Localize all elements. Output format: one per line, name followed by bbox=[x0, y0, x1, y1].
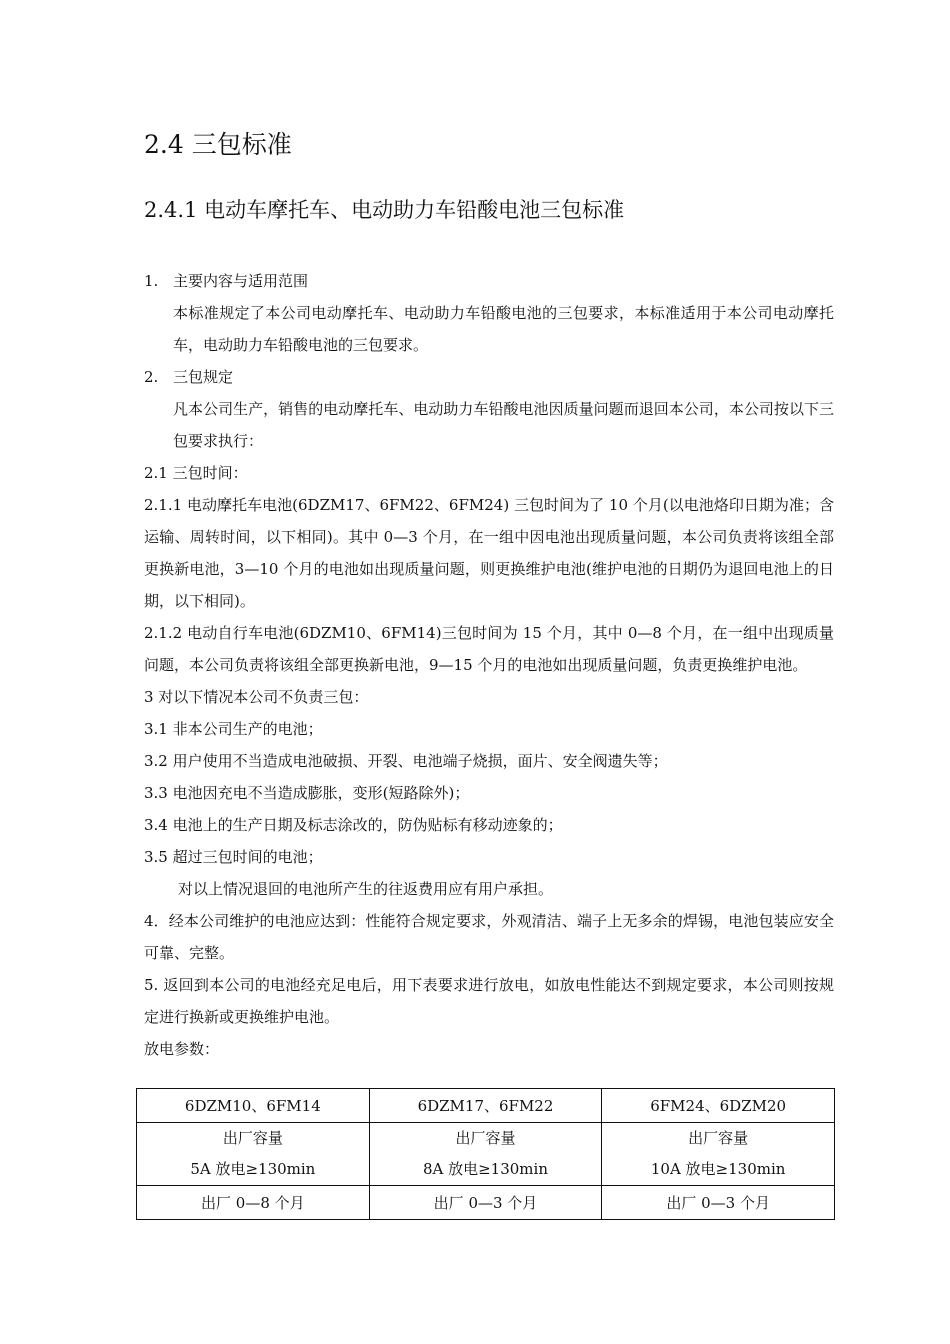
paragraph-costs: 对以上情况退回的电池所产生的往返费用应有用户承担。 bbox=[178, 880, 554, 898]
table-cell: 出厂 0—3 个月 bbox=[602, 1186, 835, 1220]
document-body bbox=[144, 265, 834, 1065]
clause-2-1-2: 2.1.2 电动自行车电池(6DZM10、6FM14)三包时间为 15 个月，其中 0—8 个月，在一组中出现质量问题，本公司负责将该组全部更换新电池，9—15 个月的电池如出现质量问题，负责更换维护电池。 bbox=[144, 624, 834, 674]
clause-3-1: 3.1 非本公司生产的电池； bbox=[144, 720, 323, 738]
discharge-parameters-table bbox=[136, 1088, 835, 1220]
clause-3-4: 3.4 电池上的生产日期及标志涂改的，防伪贴标有移动迹象的； bbox=[144, 816, 563, 834]
capacity-label: 出厂容量 bbox=[455, 1129, 516, 1147]
table-header-cell: 6DZM17、6FM22 bbox=[369, 1089, 602, 1123]
capacity-value: 8A 放电≥130min bbox=[422, 1160, 548, 1178]
list-item-text: 三包规定 bbox=[173, 368, 234, 386]
table-cell bbox=[137, 1123, 370, 1186]
clause-5: 5. 返回到本公司的电池经充足电后，用下表要求进行放电，如放电性能达不到规定要求，本公司则按规定进行换新或更换维护电池。 bbox=[144, 976, 834, 1026]
table-header-cell: 6FM24、6DZM20 bbox=[602, 1089, 835, 1123]
section-heading: 2.4 三包标准 bbox=[144, 130, 292, 159]
clause-4: 4．经本公司维护的电池应达到：性能符合规定要求，外观清洁、端子上无多余的焊锡，电池包装应安全可靠、完整。 bbox=[144, 912, 834, 962]
clause-2-1: 2.1 三包时间： bbox=[144, 464, 248, 482]
table-cell bbox=[602, 1123, 835, 1186]
table-row bbox=[137, 1089, 835, 1123]
list-item-1 bbox=[144, 265, 834, 297]
capacity-value: 10A 放电≥130min bbox=[650, 1160, 786, 1178]
capacity-label: 出厂容量 bbox=[688, 1129, 749, 1147]
paragraph-scope: 本标准规定了本公司电动摩托车、电动助力车铅酸电池的三包要求，本标准适用于本公司电动摩托车，电动助力车铅酸电池的三包要求。 bbox=[173, 304, 834, 354]
clause-2-1-1: 2.1.1 电动摩托车电池(6DZM17、6FM22、6FM24) 三包时间为了 10 个月(以电池烙印日期为准；含运输、周转时间，以下相同)。其中 0—3 个月，在一组中因电池出现质量问题，本公司负责将该组全部更换新电池，3—10 个月的电池如出现质量问题，则更换维护电池(维护电池的日期仍为退回电池上的日期，以下相同)。 bbox=[144, 496, 834, 610]
list-item-text: 主要内容与适用范围 bbox=[173, 272, 309, 290]
list-number: 2. bbox=[144, 368, 159, 386]
table-row bbox=[137, 1186, 835, 1220]
table-cell: 出厂 0—8 个月 bbox=[137, 1186, 370, 1220]
params-label: 放电参数： bbox=[144, 1040, 220, 1058]
clause-3-2: 3.2 用户使用不当造成电池破损、开裂、电池端子烧损，面片、安全阀遗失等； bbox=[144, 752, 668, 770]
table-row bbox=[137, 1123, 835, 1186]
capacity-label: 出厂容量 bbox=[222, 1129, 283, 1147]
clause-3-5: 3.5 超过三包时间的电池； bbox=[144, 848, 323, 866]
table-header-cell: 6DZM10、6FM14 bbox=[137, 1089, 370, 1123]
subsection-heading: 2.4.1 电动车摩托车、电动助力车铅酸电池三包标准 bbox=[144, 198, 625, 222]
clause-3-3: 3.3 电池因充电不当造成膨胀，变形(短路除外)； bbox=[144, 784, 470, 802]
paragraph-rules: 凡本公司生产，销售的电动摩托车、电动助力车铅酸电池因质量问题而退回本公司，本公司按以下三包要求执行： bbox=[173, 400, 834, 450]
table-cell: 出厂 0—3 个月 bbox=[369, 1186, 602, 1220]
capacity-value: 5A 放电≥130min bbox=[190, 1160, 316, 1178]
clause-3: 3 对以下情况本公司不负责三包： bbox=[144, 688, 369, 706]
table-cell bbox=[369, 1123, 602, 1186]
list-item-2 bbox=[144, 361, 834, 393]
list-number: 1. bbox=[144, 272, 159, 290]
